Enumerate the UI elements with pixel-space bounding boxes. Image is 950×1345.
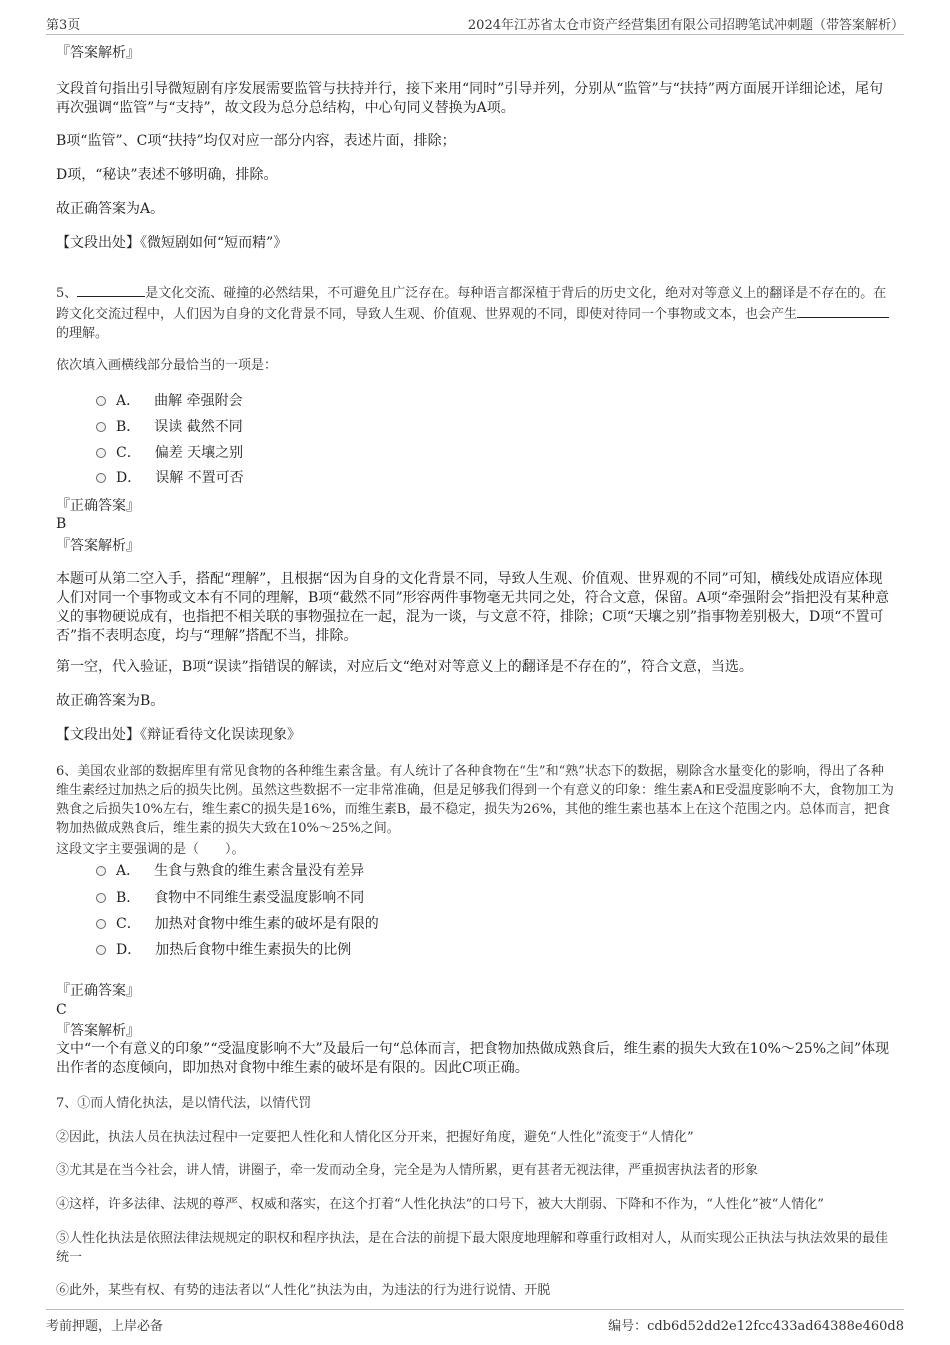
q5-option-b[interactable]: B． 误读 截然不同 <box>96 418 243 437</box>
q4-analysis-p1: 文段首句指出引导微短剧有序发展需要监管与扶持并行，接下来用“同时”引导并列，分别从“监管”与“扶持”两方面展开详细论述，尾句再次强调“监管”与“支持”，故文段为总分总结构，中心句同义替换为A项。 <box>56 81 883 116</box>
q7-item-2: ②因此，执法人员在执法过程中一定要把人性化和人情化区分开来，把握好角度，避免“人性化”流变于“人情化” <box>56 1130 694 1145</box>
q5-analysis-label: 『答案解析』 <box>56 538 140 554</box>
q6-option-a[interactable]: A． 生食与熟食的维生素含量没有差异 <box>96 862 364 881</box>
radio-icon[interactable] <box>96 866 106 876</box>
q5-number: 5、 <box>56 286 78 301</box>
q7-item-3: ③尤其是在当今社会，讲人情，讲圈子，牵一发而动全身，完全是为人情所累，更有甚者无视法律，严重损害执法者的形象 <box>56 1163 759 1178</box>
q4-analysis-p3: D项，“秘诀”表述不够明确，排除。 <box>56 167 278 183</box>
q7-item-5: ⑤人性化执法是依照法律法规规定的职权和程序执法，是在合法的前提下最大限度地理解和尊重行政相对人，从而实现公正执法与执法效果的最佳统一 <box>56 1231 889 1265</box>
q5-blank-1 <box>77 282 145 297</box>
q5-stem-part2: 的理解。 <box>56 326 109 341</box>
page-footer <box>46 1309 904 1334</box>
q5-source: 【文段出处】《辩证看待文化误读现象》 <box>56 727 301 743</box>
q6-answer-label: 『正确答案』 <box>56 983 140 999</box>
q5-analysis-p2: 第一空，代入验证，B项“误读”指错误的解读，对应后文“绝对对等意义上的翻译是不存在的”，符合文意，当选。 <box>56 659 753 675</box>
document-code: 编号：cdb6d52dd2e12fcc433ad64388e460d8 <box>608 1319 904 1334</box>
q5-stem <box>56 282 896 343</box>
q5-option-d[interactable]: D． 误解 不置可否 <box>96 469 244 488</box>
page-number: 第3页 <box>46 18 81 33</box>
q5-analysis-p1: 本题可从第二空入手，搭配“理解”，且根据“因为自身的文化背景不同，导致人生观、价值观、世界观的不同”可知，横线处成语应体现人们对同一个事物或文本有不同的理解，B项“截然不同”形容两件事物毫无共同之处，符合文意，保留。A项“牵强附会”指把没有某种意义的事物硬说成有，也指把不相关联的事物强拉在一起，混为一谈，与文意不符，排除；C项“天壤之别”指事物差别极大，D项“不置可否”指不表明态度，均与“理解”搭配不当，排除。 <box>56 571 890 644</box>
q6-question: 这段文字主要强调的是（ ）。 <box>56 842 245 857</box>
q5-answer: B <box>56 516 67 532</box>
radio-icon[interactable] <box>96 945 106 955</box>
radio-icon[interactable] <box>96 473 106 483</box>
q6-analysis: 文中“一个有意义的印象”“受温度影响不大”及最后一句“总体而言，把食物加热做成熟食后，维生素的损失大致在10%～25%之间”体现出作者的态度倾向，即加热对食物中维生素的破坏是有限的。因此C项正确。 <box>56 1041 890 1076</box>
q7-item-6: ⑥此外，某些有权、有势的违法者以“人性化”执法为由，为违法的行为进行说情、开脱 <box>56 1283 551 1298</box>
q5-blank-2 <box>797 303 889 318</box>
q4-analysis-p4: 故正确答案为A。 <box>56 201 165 217</box>
radio-icon[interactable] <box>96 396 106 406</box>
q7-item-1: 7、①而人情化执法，是以情代法，以情代罚 <box>56 1096 312 1111</box>
q5-stem-part1: 是文化交流、碰撞的必然结果，不可避免且广泛存在。每种语言都深植于背后的历史文化，绝对对等意义上的翻译是不存在的。在跨文化交流过程中，人们因为自身的文化背景不同，导致人生观、价值观、世界观的不同，即使对待同一个事物或文本，也会产生 <box>56 286 887 322</box>
q7-item-4: ④这样，许多法律、法规的尊严、权威和落实，在这个打着“人性化执法”的口号下，被大大削弱、下降和不作为，“人性化”被“人情化” <box>56 1197 824 1212</box>
radio-icon[interactable] <box>96 893 106 903</box>
radio-icon[interactable] <box>96 422 106 432</box>
q5-option-c[interactable]: C． 偏差 天壤之别 <box>96 444 243 463</box>
q6-stem: 6、美国农业部的数据库里有常见食物的各种维生素含量。有人统计了各种食物在“生”和“熟”状态下的数据，剔除含水量变化的影响，得出了各种维生素经过加热之后的损失比例。虽然这些数据不一定非常准确，但是足够我们得到一个有意义的印象：维生素A和E受温度影响不大，食物加工为熟食之后损失10%左右，维生素C的损失是16%，而维生素B，最不稳定，损失为26%，其他的维生素也基本上在这个范围之内。总体而言，把食物加热做成熟食后，维生素的损失大致在10%～25%之间。 <box>56 764 894 836</box>
page-header <box>46 12 904 35</box>
q5-prompt: 依次填入画横线部分最恰当的一项是： <box>56 358 278 373</box>
q5-analysis-p3: 故正确答案为B。 <box>56 693 165 709</box>
q6-answer: C <box>56 1002 67 1018</box>
q6-analysis-label: 『答案解析』 <box>56 1023 140 1039</box>
radio-icon[interactable] <box>96 448 106 458</box>
q6-option-d[interactable]: D． 加热后食物中维生素损失的比例 <box>96 941 351 960</box>
q5-answer-label: 『正确答案』 <box>56 498 140 514</box>
footer-slogan: 考前押题，上岸必备 <box>46 1319 164 1334</box>
q4-source: 【文段出处】《微短剧如何“短而精”》 <box>56 235 288 251</box>
q4-analysis-p2: B项“监管”、C项“扶持”均仅对应一部分内容，表述片面，排除； <box>56 133 456 149</box>
radio-icon[interactable] <box>96 919 106 929</box>
q6-option-c[interactable]: C． 加热对食物中维生素的破坏是有限的 <box>96 915 379 934</box>
q5-option-a[interactable]: A． 曲解 牵强附会 <box>96 392 243 411</box>
document-title: 2024年江苏省太仓市资产经营集团有限公司招聘笔试冲刺题（带答案解析） <box>467 18 904 33</box>
q4-analysis-label: 『答案解析』 <box>56 45 140 61</box>
q6-option-b[interactable]: B． 食物中不同维生素受温度影响不同 <box>96 889 364 908</box>
